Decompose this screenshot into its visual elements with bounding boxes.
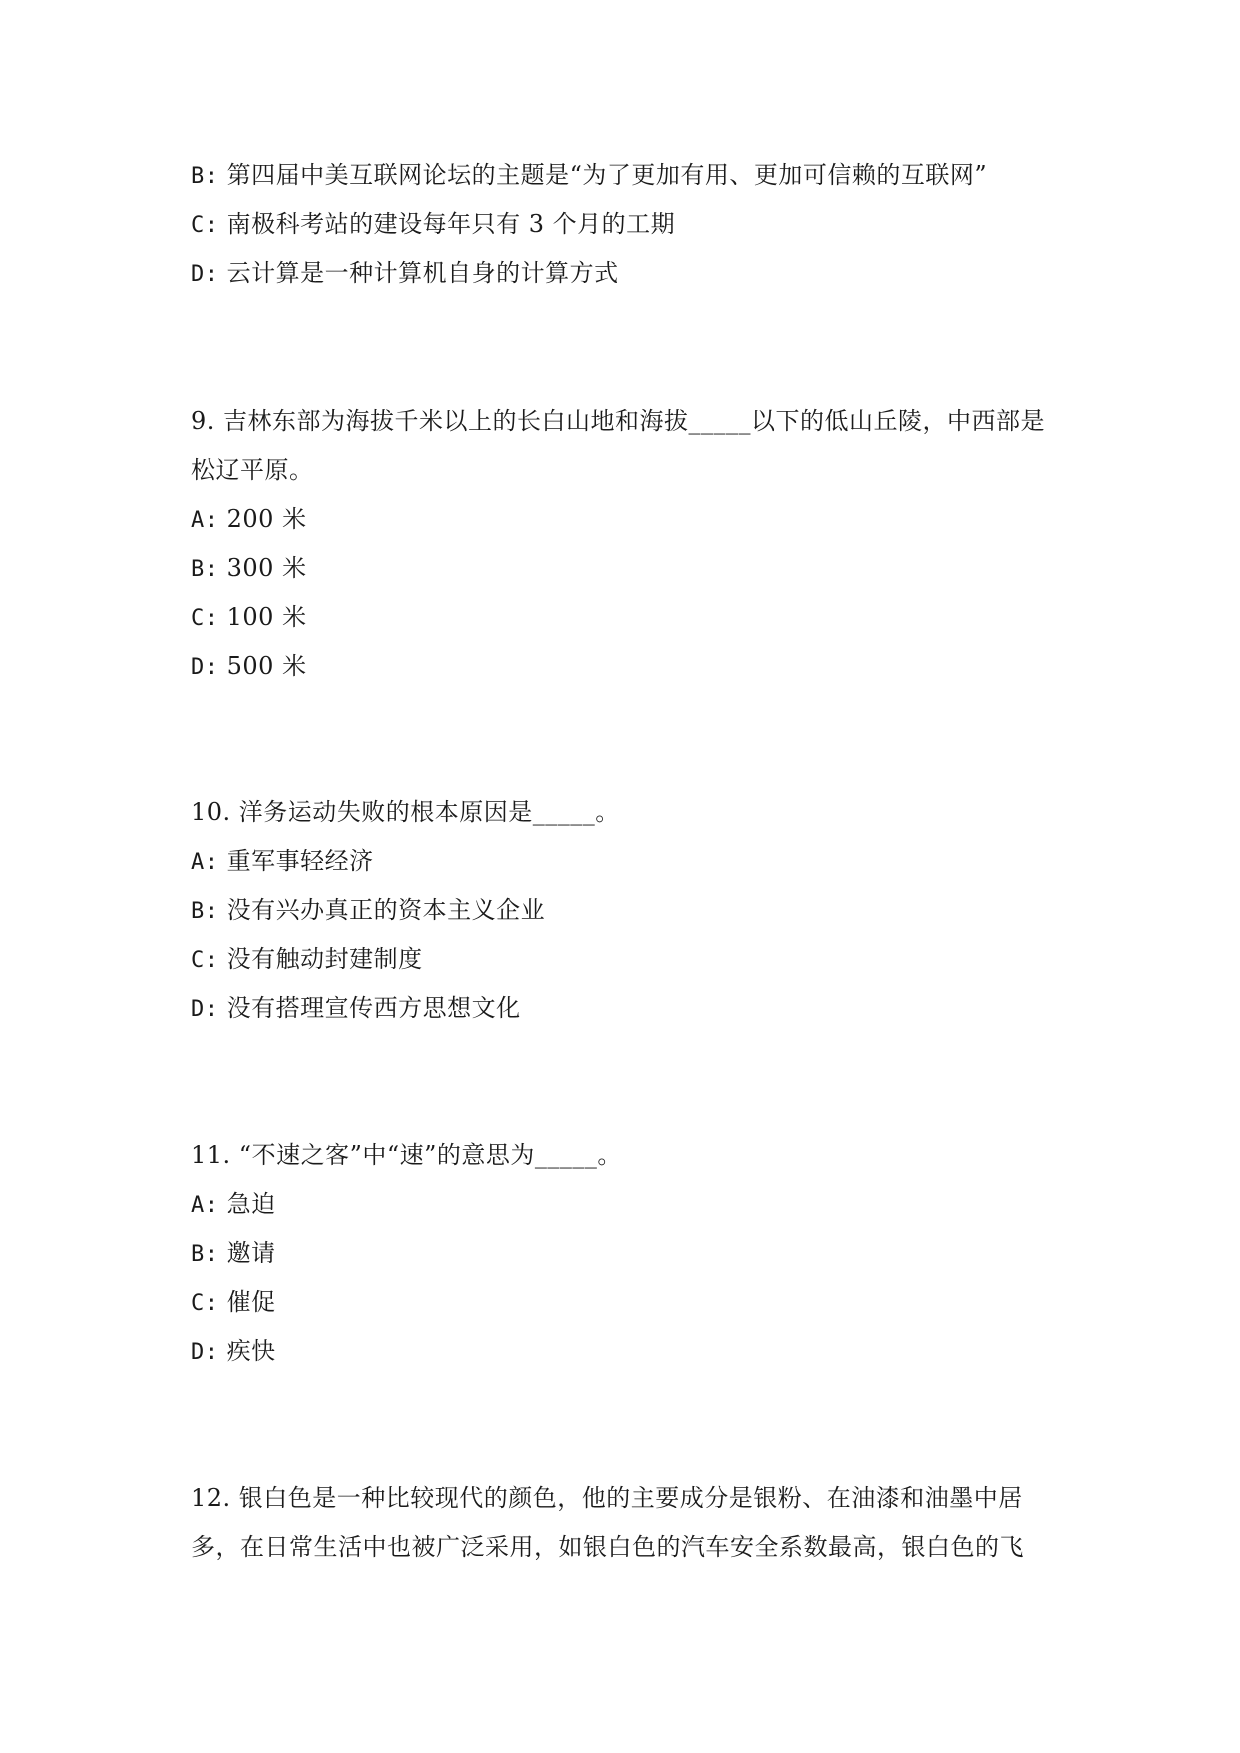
q9-option-d: D: 500 米 <box>191 652 307 680</box>
q8-option-b: B: 第四届中美互联网论坛的主题是“为了更加有用、更加可信赖的互联网” <box>191 161 988 189</box>
q8-option-c: C: 南极科考站的建设每年只有 3 个月的工期 <box>191 210 676 238</box>
q10-stem: 10. 洋务运动失败的根本原因是_____。 <box>191 798 620 826</box>
q9-stem-line1: 9. 吉林东部为海拔千米以上的长白山地和海拔_____以下的低山丘陵，中西部是 <box>191 407 1046 435</box>
q12-stem-line1: 12. 银白色是一种比较现代的颜色，他的主要成分是银粉、在油漆和油墨中居 <box>191 1484 1023 1512</box>
q11-option-a: A: 急迫 <box>191 1190 276 1218</box>
q10-option-d: D: 没有搭理宣传西方思想文化 <box>191 994 521 1022</box>
q9-option-b: B: 300 米 <box>191 554 307 582</box>
q10-option-c: C: 没有触动封建制度 <box>191 945 423 973</box>
q11-stem: 11. “不速之客”中“速”的意思为_____。 <box>191 1141 622 1169</box>
q11-option-c: C: 催促 <box>191 1288 276 1316</box>
q9-stem-line2: 松辽平原。 <box>191 456 314 484</box>
q11-option-b: B: 邀请 <box>191 1239 276 1267</box>
q8-option-d: D: 云计算是一种计算机自身的计算方式 <box>191 259 619 287</box>
q10-option-b: B: 没有兴办真正的资本主义企业 <box>191 896 546 924</box>
q11-option-d: D: 疾快 <box>191 1337 276 1365</box>
q9-option-c: C: 100 米 <box>191 603 307 631</box>
q12-stem-line2: 多，在日常生活中也被广泛采用，如银白色的汽车安全系数最高，银白色的飞 <box>191 1533 1024 1561</box>
q10-option-a: A: 重军事轻经济 <box>191 847 374 875</box>
q9-option-a: A: 200 米 <box>191 505 307 533</box>
